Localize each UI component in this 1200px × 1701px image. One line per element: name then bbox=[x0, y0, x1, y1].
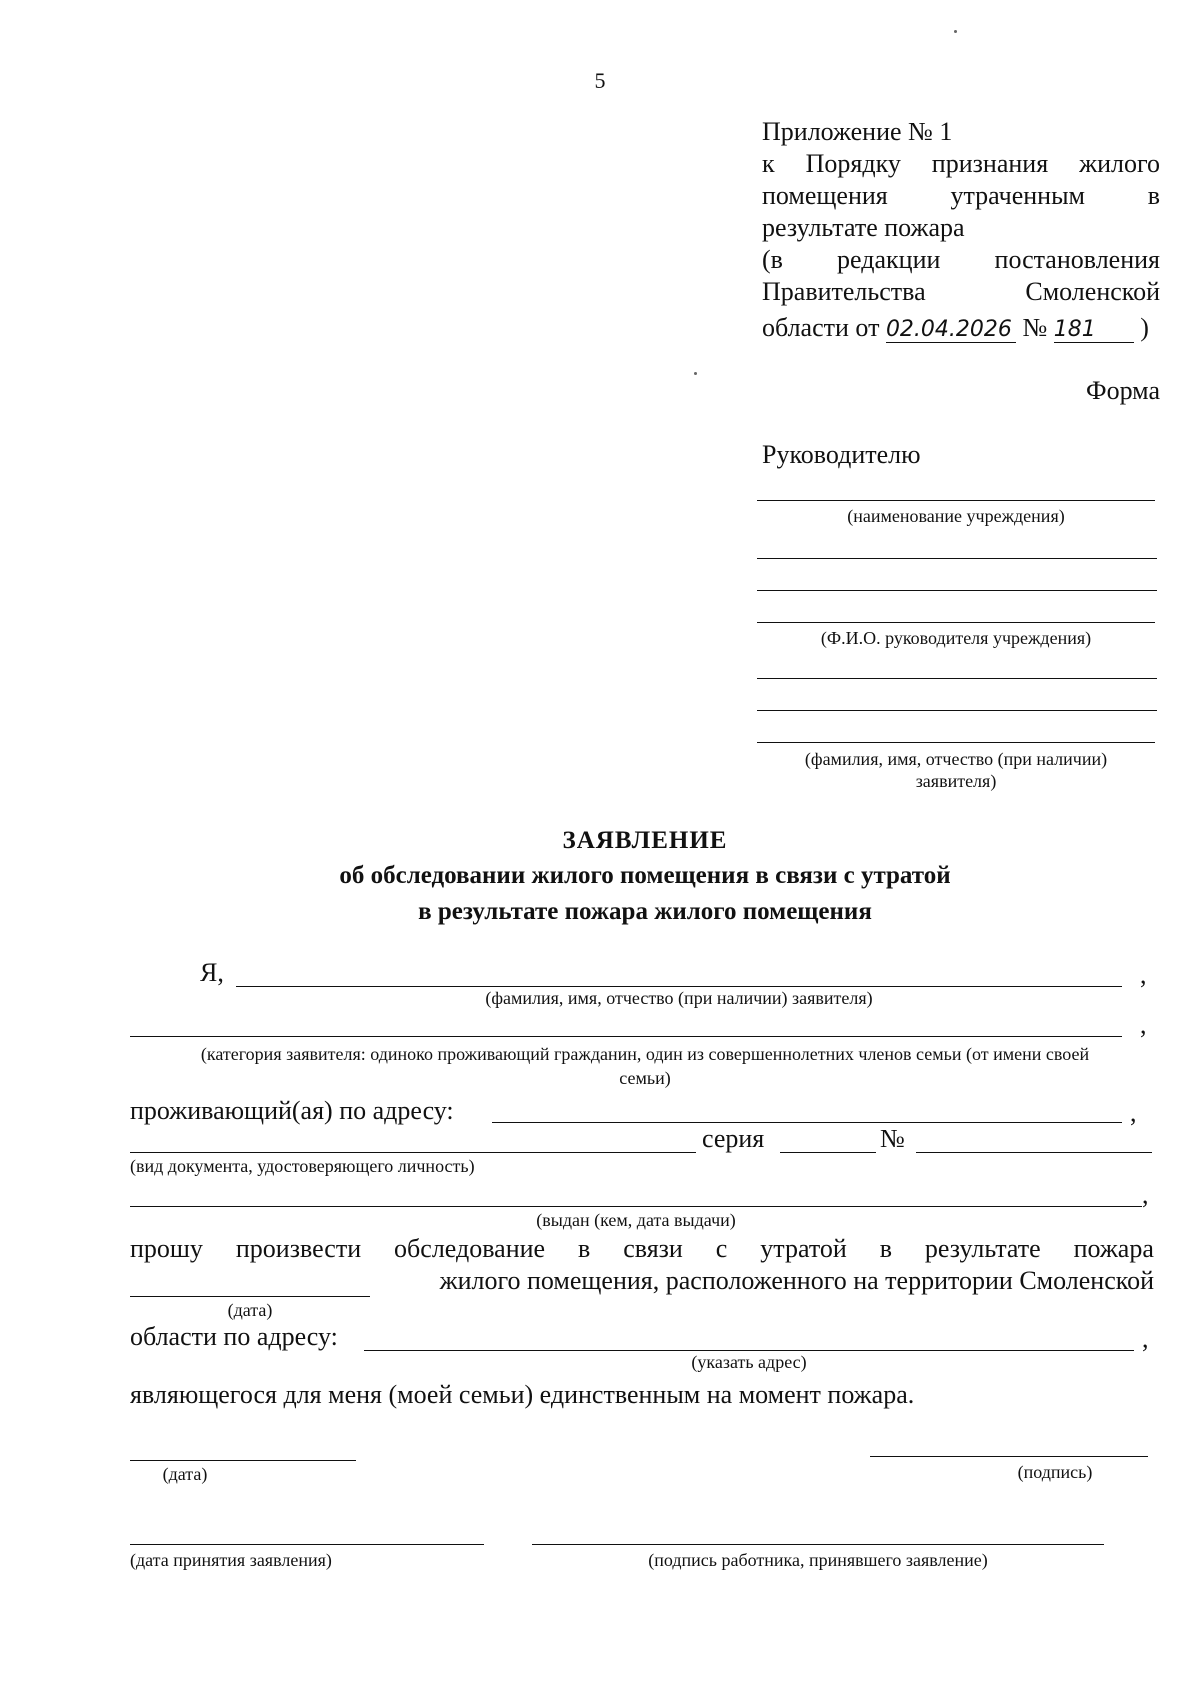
scan-speck bbox=[694, 372, 697, 375]
id-document-line[interactable] bbox=[130, 1152, 696, 1153]
caption-signature: (подпись) bbox=[1017, 1462, 1093, 1482]
title-main: ЗАЯВЛЕНИЕ bbox=[562, 827, 728, 854]
head-name-line-2[interactable] bbox=[757, 590, 1157, 591]
appendix-line-7-prefix: области от bbox=[762, 313, 880, 342]
number-label: № bbox=[880, 1124, 905, 1153]
fire-date-line[interactable] bbox=[130, 1296, 370, 1297]
applicant-line-2[interactable] bbox=[757, 710, 1157, 711]
caption-category bbox=[130, 1042, 1160, 1090]
addressee-label: Руководителю bbox=[762, 440, 921, 469]
caption-acceptance-date: (дата принятия заявления) bbox=[130, 1550, 332, 1570]
dwelling-text: жилого помещения, расположенного на территории Смоленской bbox=[439, 1266, 1154, 1295]
appendix-line-6: Правительства Смоленской bbox=[762, 277, 1160, 306]
region-address-label: области по адресу: bbox=[130, 1322, 338, 1351]
comma-3: , bbox=[1130, 1098, 1137, 1127]
request-word-2: произвести bbox=[235, 1234, 362, 1263]
head-name-line-3[interactable] bbox=[757, 622, 1155, 623]
request-word-7: утратой bbox=[760, 1234, 847, 1263]
appendix-line-2: к Порядку признания жилого bbox=[762, 149, 1160, 178]
caption-employee-signature: (подпись работника, принявшего заявление) bbox=[648, 1550, 988, 1570]
request-word-10: пожара bbox=[1073, 1234, 1154, 1263]
title-sub-2: в результате пожара жилого помещения bbox=[418, 898, 872, 925]
form-label: Форма bbox=[1086, 376, 1160, 405]
sole-dwelling-text: являющегося для меня (моей семьи) единственным на момент пожара. bbox=[130, 1380, 915, 1409]
caption-applicant-line-1: (фамилия, имя, отчество (при наличии) bbox=[804, 749, 1108, 769]
acceptance-date-line[interactable] bbox=[130, 1544, 484, 1545]
handwritten-date: 02.04.2026 bbox=[886, 318, 1016, 343]
issued-by-line[interactable] bbox=[130, 1206, 1142, 1207]
request-word-8: в bbox=[879, 1234, 892, 1263]
caption-fire-date: (дата) bbox=[227, 1300, 273, 1320]
applicant-line-3[interactable] bbox=[757, 742, 1155, 743]
caption-category-line-2: семьи) bbox=[619, 1068, 671, 1088]
appendix-line-4: результате пожара bbox=[762, 213, 965, 242]
institution-line[interactable] bbox=[757, 500, 1155, 501]
appendix-line-1: Приложение № 1 bbox=[762, 117, 953, 146]
ya-label: Я, bbox=[200, 958, 224, 987]
caption-id-document: (вид документа, удостоверяющего личность) bbox=[130, 1156, 475, 1176]
applicant-signature-line[interactable] bbox=[870, 1456, 1148, 1457]
comma-2: , bbox=[1140, 1010, 1147, 1039]
comma-1: , bbox=[1140, 960, 1147, 989]
request-word-5: связи bbox=[623, 1234, 683, 1263]
request-word-4: в bbox=[578, 1234, 591, 1263]
statement-title bbox=[0, 824, 1200, 930]
employee-signature-line[interactable] bbox=[532, 1544, 1104, 1545]
appendix-line-3: помещения утраченным в bbox=[762, 181, 1160, 210]
residing-address-line[interactable] bbox=[492, 1122, 1122, 1123]
signing-date-line[interactable] bbox=[130, 1460, 356, 1461]
comma-5: , bbox=[1142, 1324, 1149, 1353]
series-line[interactable] bbox=[780, 1152, 876, 1153]
request-word-1: прошу bbox=[130, 1234, 203, 1263]
series-label: серия bbox=[702, 1124, 765, 1153]
request-line bbox=[130, 1234, 1154, 1264]
comma-4: , bbox=[1142, 1180, 1149, 1209]
page-number: 5 bbox=[594, 68, 606, 93]
caption-applicant-line-2: заявителя) bbox=[915, 771, 997, 791]
appendix-line-7 bbox=[762, 312, 1160, 344]
head-name-line-1[interactable] bbox=[757, 558, 1157, 559]
request-word-9: результате bbox=[924, 1234, 1041, 1263]
caption-signing-date: (дата) bbox=[162, 1464, 208, 1484]
caption-institution: (наименование учреждения) bbox=[847, 506, 1065, 526]
appendix-block bbox=[762, 116, 1160, 344]
caption-category-line-1: (категория заявителя: одиноко проживающий гражданин, один из совершеннолетних членов семьи (от имени своей bbox=[200, 1044, 1090, 1064]
title-sub-1: об обследовании жилого помещения в связи с утратой bbox=[339, 862, 951, 889]
applicant-line-1[interactable] bbox=[757, 678, 1157, 679]
appendix-closing-paren: ) bbox=[1140, 313, 1149, 342]
id-number-line[interactable] bbox=[916, 1152, 1152, 1153]
request-word-3: обследование bbox=[394, 1234, 546, 1263]
handwritten-number: 181 bbox=[1054, 318, 1134, 343]
request-word-6: с bbox=[715, 1234, 728, 1263]
caption-head-name: (Ф.И.О. руководителя учреждения) bbox=[820, 628, 1092, 648]
caption-applicant bbox=[757, 748, 1155, 792]
dwelling-address-line[interactable] bbox=[364, 1350, 1134, 1351]
appendix-number-label: № bbox=[1022, 313, 1048, 342]
caption-issued: (выдан (кем, дата выдачи) bbox=[536, 1210, 736, 1230]
scan-speck bbox=[954, 30, 957, 33]
applicant-fio-line[interactable] bbox=[236, 986, 1122, 987]
caption-fio: (фамилия, имя, отчество (при наличии) заявителя) bbox=[485, 988, 873, 1008]
category-line[interactable] bbox=[130, 1036, 1122, 1037]
appendix-line-5: (в редакции постановления bbox=[762, 245, 1160, 274]
caption-address: (указать адрес) bbox=[691, 1352, 807, 1372]
residing-label: проживающий(ая) по адресу: bbox=[130, 1096, 454, 1125]
